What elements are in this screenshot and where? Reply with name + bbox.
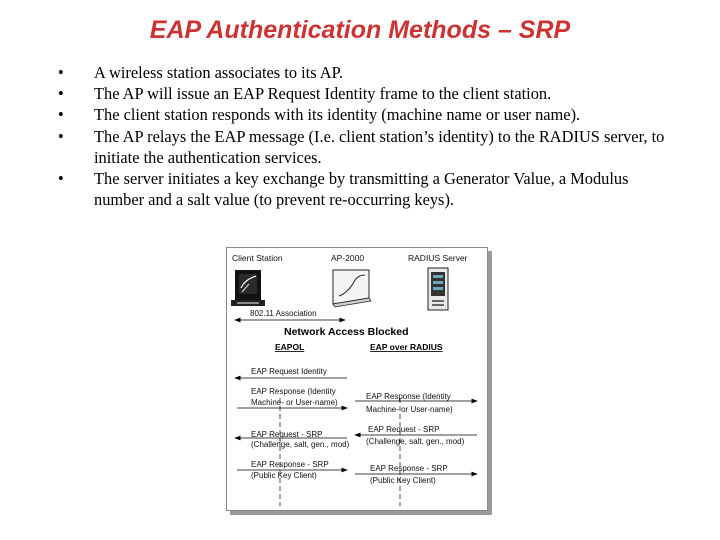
eap-over-radius-label: EAP over RADIUS: [370, 342, 443, 352]
bullet-item: • The AP will issue an EAP Request Identity frame to the client station.: [58, 84, 552, 104]
msg-srp-response-1: EAP Response - SRP: [251, 460, 329, 469]
bullet-icon: •: [58, 63, 64, 82]
msg-request-identity: EAP Request Identity: [251, 367, 327, 376]
server-icon: [428, 268, 448, 310]
msg-radius-identity-1: EAP Response (Identity: [366, 392, 451, 401]
network-blocked-label: Network Access Blocked: [284, 326, 409, 338]
bullet-icon: •: [58, 169, 64, 189]
msg-response-identity-1: EAP Response (Identity: [251, 387, 336, 396]
eapol-label: EAPOL: [275, 342, 305, 352]
msg-srp-response-2: (Public Key Client): [251, 471, 317, 480]
msg-srp-request-2: (Challenge, salt, gen., mod): [251, 440, 350, 449]
bullet-icon: •: [58, 84, 64, 104]
association-label: 802.11 Association: [250, 309, 317, 318]
access-point-icon: [333, 270, 371, 307]
srp-sequence-diagram: [226, 247, 488, 511]
msg-radius-identity-2: Machine- or User-name): [366, 405, 453, 414]
ap-header: AP-2000: [331, 253, 365, 263]
bullet-list: [58, 62, 678, 210]
msg-radius-srp-response-1: EAP Response - SRP: [370, 464, 448, 473]
msg-radius-srp-request-1: EAP Request - SRP: [368, 425, 440, 434]
bullet-item: • The client station responds with its identity (machine name or user name).: [58, 105, 581, 125]
bullet-item: • The AP relays the EAP message (I.e. client station’s identity) to the RADIUS server, to initiate the authentication services.: [58, 126, 665, 167]
bullet-icon: •: [58, 126, 64, 146]
msg-radius-srp-request-2: (Challenge, salt, gen., mod): [366, 437, 465, 446]
msg-response-identity-2: Machine- or User-name): [251, 398, 338, 407]
radius-server-header: RADIUS Server: [408, 253, 468, 263]
bullet-item: • The server initiates a key exchange by transmitting a Generator Value, a Modulus number and a salt value (to prevent re-occurring keys).: [58, 169, 629, 210]
msg-radius-srp-response-2: (Public Key Client): [370, 476, 436, 485]
bullet-item: • A wireless station associates to its AP.: [58, 63, 344, 82]
client-station-header: Client Station: [232, 253, 283, 263]
bullet-icon: •: [58, 105, 64, 125]
laptop-icon: [231, 270, 265, 306]
page-title: EAP Authentication Methods – SRP: [149, 16, 571, 44]
msg-srp-request-1: EAP Request - SRP: [251, 430, 323, 439]
